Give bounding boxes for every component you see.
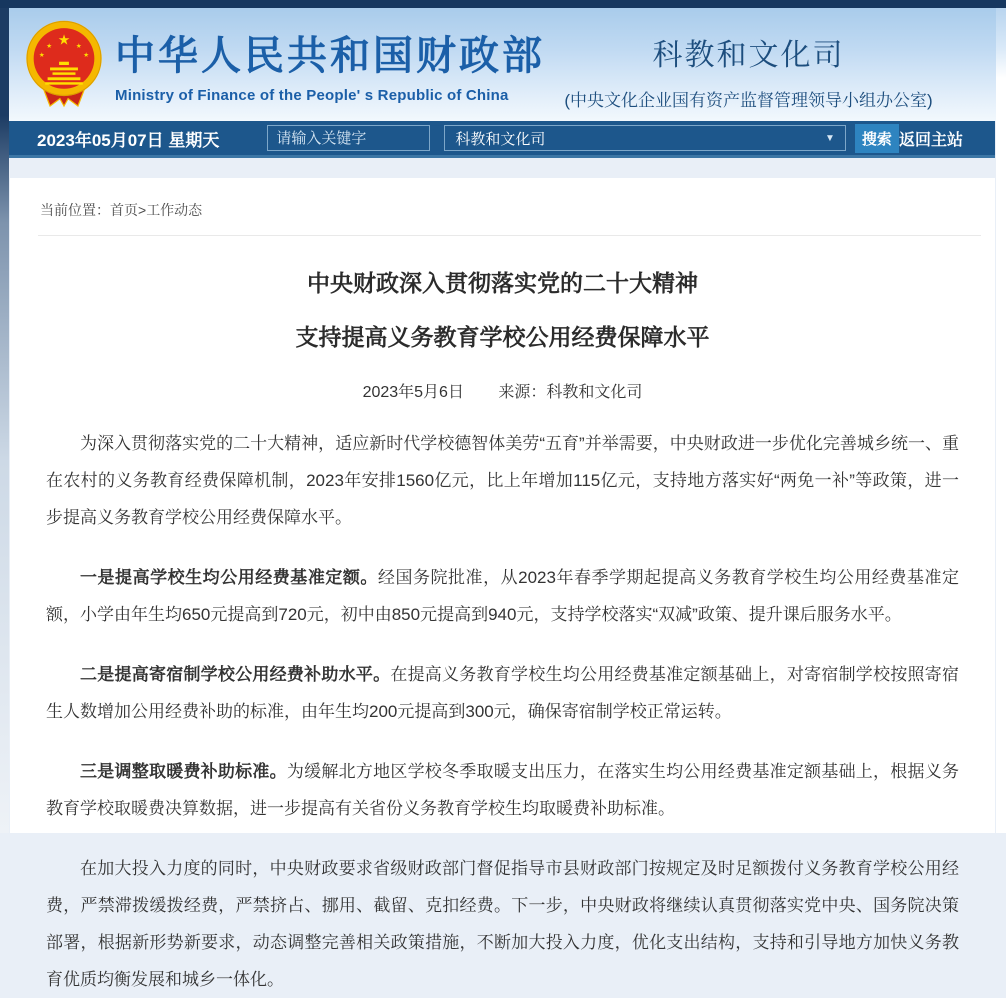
department-subtitle: (中央文化企业国有资产监督管理领导小组办公室): [564, 91, 933, 110]
article-title-line2: 支持提高义务教育学校公用经费保障水平: [295, 323, 710, 350]
page-right-border: [996, 8, 1006, 833]
paragraph-lead: 三是调整取暖费补助标准。: [80, 762, 287, 782]
site-title: 中华人民共和国财政部: [115, 34, 545, 78]
return-home-link[interactable]: 返回主站: [898, 131, 963, 149]
paragraph-text: 经国务院批准，从2023年春季学期起提高义务教育学校生均公用经费基准定额，小学由年生均650元提高到720元，初中由850元提高到940元，支持学校落实“双减”政策、提升课后服务水平。: [46, 568, 959, 625]
breadcrumb-current-link[interactable]: 工作动态: [146, 202, 203, 218]
department-identity: [511, 30, 986, 111]
paragraph-text: 在加大投入力度的同时，中央财政要求省级财政部门督促指导市县财政部门按规定及时足额拨付义务教育学校公用经费，严禁滞拨缓拨经费，严禁挤占、挪用、截留、克扣经费。下一步，中央财政将继续认真贯彻落实党中央、国务院决策部署，根据新形势新要求，动态调整完善相关政策措施，不断加大投入力度，优化支出结构，支持和引导地方加快义务教育优质均衡发展和城乡一体化。: [46, 859, 959, 990]
svg-text:★: ★: [83, 51, 90, 59]
page-top-border: [0, 0, 1006, 8]
breadcrumb-divider: [38, 235, 981, 236]
paragraph-lead: 一是提高学校生均公用经费基准定额。: [80, 568, 378, 588]
site-identity: [115, 24, 545, 104]
department-dropdown[interactable]: [444, 125, 846, 151]
article-paragraph: [46, 850, 959, 998]
svg-text:★: ★: [57, 31, 71, 48]
department-dropdown-value: 科教和文化司: [455, 130, 546, 148]
paragraph-text: 在提高义务教育学校生均公用经费基准定额基础上，对寄宿制学校按照寄宿生人数增加公用经费补助的标准，由年生均200元提高到300元，确保寄宿制学校正常运转。: [46, 665, 960, 722]
svg-text:★: ★: [46, 42, 53, 50]
content-panel: [10, 178, 995, 990]
breadcrumb-prefix: 当前位置：: [40, 202, 110, 218]
article-source: 来源：科教和文化司: [498, 384, 643, 402]
page-left-border: [0, 8, 9, 833]
paragraph-text: 为缓解北方地区学校冬季取暖支出压力，在落实生均公用经费基准定额基础上，根据义务教育学校取暖费决算数据，进一步提高有关省份义务教育学校生均取暖费补助标准。: [46, 762, 960, 819]
china-national-emblem-icon: [23, 18, 105, 112]
article-paragraph: [46, 656, 959, 730]
search-button[interactable]: 搜索: [855, 124, 899, 153]
article-paragraph: [46, 559, 959, 633]
breadcrumb: [10, 178, 995, 220]
article-meta: [46, 379, 959, 402]
article-paragraph: [46, 425, 959, 536]
article: [10, 270, 995, 998]
search-toolbar: [9, 121, 995, 158]
article-title-line1: 中央财政深入贯彻落实党的二十大精神: [307, 270, 698, 296]
site-subtitle-en: Ministry of Finance of the People' s Republic of China: [115, 87, 509, 104]
paragraph-lead: 二是提高寄宿制学校公用经费补助水平。: [80, 665, 391, 685]
article-paragraph: [46, 753, 959, 827]
svg-text:★: ★: [75, 42, 82, 50]
svg-text:★: ★: [38, 51, 45, 59]
article-publish-date: 2023年5月6日: [362, 384, 464, 402]
site-header: [9, 8, 996, 121]
chevron-down-icon: ▼: [824, 132, 835, 144]
breadcrumb-separator: >: [138, 202, 147, 218]
breadcrumb-home-link[interactable]: 首页: [110, 202, 138, 218]
paragraph-text: 为深入贯彻落实党的二十大精神，适应新时代学校德智体美劳“五育”并举需要，中央财政进一步优化完善城乡统一、重在农村的义务教育经费保障机制，2023年安排1560亿元，比上年增加115亿元，支持地方落实好“两免一补”等政策，进一步提高义务教育学校公用经费保障水平。: [46, 434, 959, 528]
current-date: 2023年05月07日 星期天: [37, 130, 220, 150]
search-input[interactable]: [267, 125, 430, 151]
department-title: 科教和文化司: [652, 39, 845, 72]
